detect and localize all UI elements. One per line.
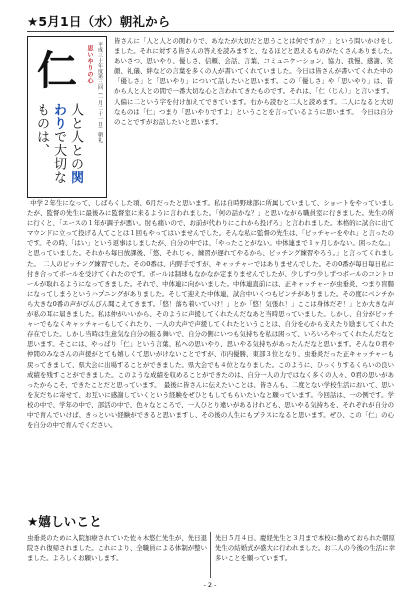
column-divider <box>210 532 211 578</box>
main-story-paragraph: 中学２年生になって、しばらくした頃、6月だったと思います。私は自時野球部に所属していまして、ショートをやっていましたが、監督の先生に最後みに監督室に来るように言われました。「何の話かな？」と思いながら職員室に行きました。先生の所に行くと、「エースの１年が調子が悪い。肘も痛いので、お前が代わりにこれから投げろ」と言われました。本格的に試合に出てマウンドに立って投げる人てことは１回もやってはいませんでした。そんな私に監督の先生は、「ピッチャーをやれ」と言ったのです。その時、「はい」という返事はしましたが、自分の中では、「やったことがない。中体連まで１ヶ月しかない。困ったな。」と思っていました。それから毎日放課後、「悠、それじゃ、練習が遅れてやるから、ピッチング練習やろう。」と言ってくれました。 二人のピッチング練習でした。その0番は、内野手ですが、キャッチャーではありませんでした。その0番が毎日毎日私に付き合ってボールを受けてくれたのです。ボールは制球もなかなか定まりませんでしたが、少しずつ少しずつボールのコントロールが取れるようになってきました。それで、中体連に向かいました。中体連直前には、正キャッチャーが虫垂炎、つまり盲腸になってしまうというハプニングがありました。そして迎えた中体連、試合中いくつもピンチがありました。その度にベンチから大きな0番の声がびんびん聞こえてきます。「悠！落ち着いていけ！」とか「悠！気張れ！」ここは身体だぞ！」とか大きな声が私の耳に届きました。私は仲がいいから、そのように声援してくれたんだなあと当時思っていました。しかし、自分がピッチャーでもなくキャッチャーもしてくれたり、一人の大声で声援してくれたということは、自分を心から支えたり励ましてくれた存在でした。しかし当時は生意気な自分の振る舞いで、自分の側にいつも気持ちを私は困って、いろいろやってくれたんだなと思います。そこには、やっぱり「仁」という言葉、私への思いやり、思いやる気持ちがあったんだなと思います。そんな０君や仲間のみなさんの声援がとても嬉しくて思いがけないことですが、市内優勝、東部３位となり、虫垂炎だった正キャッチャーも戻ってきまして、県大会に出場することができました。県大会でも４位となりました。このように、ひっくりするくらいの良い成績を残すことができました。このような成績を収めることができたのは、自分一人の力ではなく多くの人々、0君の思いがあったからこそ、できたことだと思っています。 最後に皆さんに伝えたいことは、皆さんも、二度とない学校生活において、思いを友だちに寄せて、お互いに感謝していくという経験をぜひともしてもらいたいなと願っています。今回話は、一の例です。学校の中で、学年の中で、部活の中で、色々なところで、一人ひとり違いがあるけれども、思いやる気持ちを、それぞれが自分の中で育んでいけば、きっといい経験ができると思いますし、その後の人生にもプラスになると思います。ぜひ、この「仁」の心を自分の中で育んでください。 <box>27 199 395 430</box>
motto-part-1: 人と人との <box>68 103 83 171</box>
section-heading-morning-assembly: ★5月1日（水）朝礼から <box>27 14 171 29</box>
box-small-label: 思いやりの心 <box>86 45 93 84</box>
jin-feature-box <box>27 36 107 198</box>
good-news-left-column: 虫垂炎のために入院加療されていた佐々木悠仁先生が、先日退院され復帰されました。これにより、全職員による体制が整いました。よろしくお願いします。 <box>27 534 207 563</box>
motto-part-3: で大切なものは、 <box>34 103 66 184</box>
assembly-credit: 平成三十年度第三回（一月二十一日）朝礼 <box>97 42 103 143</box>
heading-rule <box>27 31 394 32</box>
good-news-right-column: 先日５月４日、慶経先生と３月まで本校に勤めておられた朝原先生の結婚式が盛大に行われました。お二人の今後の生活に幸多いことを願っています。 <box>215 534 395 563</box>
box-motto <box>33 103 84 195</box>
page-number: - 2 - <box>203 581 217 589</box>
section-heading-good-news: ★嬉しいこと <box>27 514 102 529</box>
motto-accent-word: 関わり <box>51 103 83 184</box>
intro-paragraph: 皆さんに「人と人との関わりで、あなたが大切だと思うことは何ですか？」という問いかけをしました。それに対する皆さんの答えを読みますと、なるほどと思えるものがたくさんありました。 あいさつ、思いやり、優しさ、信頼、会話、言葉、コミュニケーション、協力、我慢、感謝、笑顔、礼儀、絆などの言葉を多くの人が書いてくれていました。今日は皆さんが書いてくれた中の「優しさ」と「思いやり」について話したいと思います。この「優しさ」や「思いやり」は、昔から人と人との間で一番大切な心と言われてきたものです。それは、「仁（じん）」と言います。人偏に二という字を付け加えてできています。右から読むと二人と読めます。二人になると大切なものは「仁」つまり「思いやりですよ」ということを言っているように思います。 今日は自分のことですがお話したいと思います。 <box>114 37 400 126</box>
jin-character: 仁 <box>37 47 77 94</box>
